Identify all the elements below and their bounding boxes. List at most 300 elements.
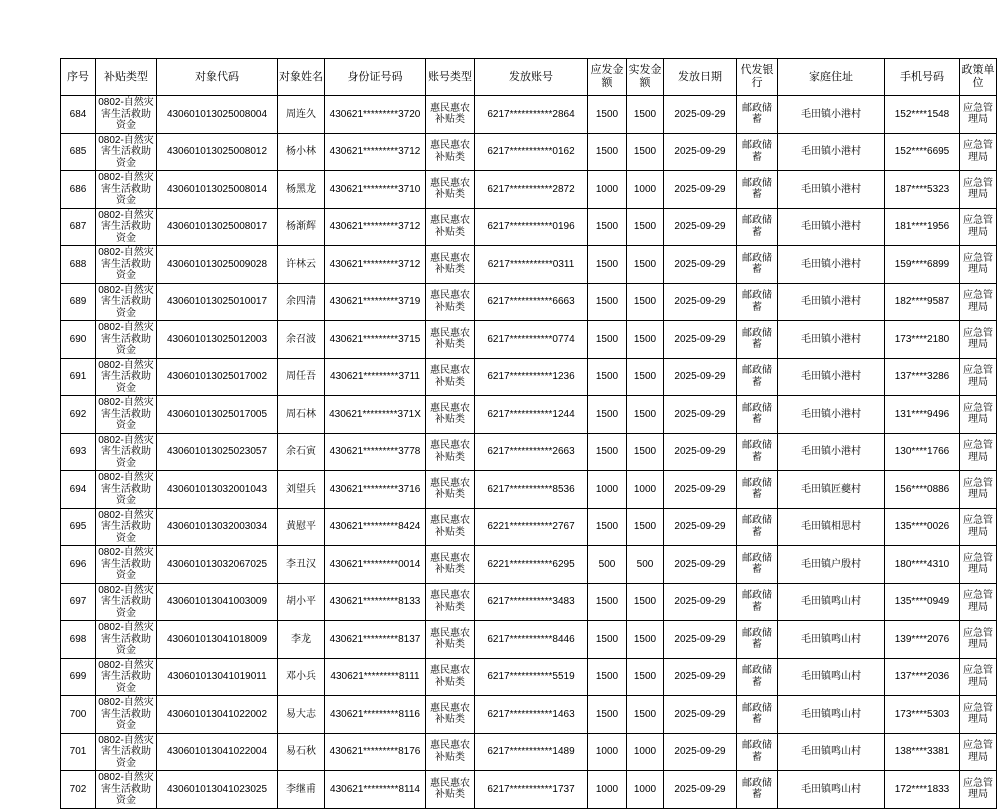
cell-should: 1500 <box>588 246 627 284</box>
cell-bank: 邮政储蓄 <box>737 433 778 471</box>
cell-unit: 应急管理局 <box>960 321 997 359</box>
cell-code: 430601013025010017 <box>157 283 278 321</box>
cell-name: 许林云 <box>278 246 325 284</box>
cell-name: 黄慰平 <box>278 508 325 546</box>
cell-addr: 毛田镇小港村 <box>778 358 885 396</box>
cell-name: 易石秋 <box>278 733 325 771</box>
cell-idno: 430621*********3712 <box>325 208 426 246</box>
cell-name: 邓小兵 <box>278 658 325 696</box>
table-row <box>61 171 997 209</box>
cell-acctype: 惠民惠农补贴类 <box>426 133 475 171</box>
cell-code: 430601013025008014 <box>157 171 278 209</box>
cell-addr: 毛田镇小港村 <box>778 283 885 321</box>
cell-idno: 430621*********8424 <box>325 508 426 546</box>
cell-type: 0802-自然灾害生活救助资金 <box>96 433 157 471</box>
cell-phone: 159****6899 <box>885 246 960 284</box>
cell-acct: 6217***********0311 <box>475 246 588 284</box>
cell-actual: 1500 <box>627 96 664 134</box>
table-row <box>61 321 997 359</box>
cell-acct: 6217***********8446 <box>475 621 588 659</box>
cell-seq: 701 <box>61 733 96 771</box>
cell-acctype: 惠民惠农补贴类 <box>426 321 475 359</box>
cell-bank: 邮政储蓄 <box>737 133 778 171</box>
column-header-bank: 代发银行 <box>737 59 778 96</box>
column-header-should: 应发金额 <box>588 59 627 96</box>
table-row <box>61 133 997 171</box>
column-header-type: 补贴类型 <box>96 59 157 96</box>
cell-acct: 6217***********6663 <box>475 283 588 321</box>
cell-addr: 毛田镇鸣山村 <box>778 696 885 734</box>
cell-unit: 应急管理局 <box>960 283 997 321</box>
table-row <box>61 433 997 471</box>
column-header-phone: 手机号码 <box>885 59 960 96</box>
cell-actual: 1500 <box>627 696 664 734</box>
cell-addr: 毛田镇鸣山村 <box>778 771 885 809</box>
cell-phone: 156****0886 <box>885 471 960 509</box>
cell-should: 1500 <box>588 208 627 246</box>
cell-should: 1500 <box>588 433 627 471</box>
cell-actual: 1500 <box>627 508 664 546</box>
cell-acct: 6217***********1463 <box>475 696 588 734</box>
cell-bank: 邮政储蓄 <box>737 208 778 246</box>
cell-type: 0802-自然灾害生活救助资金 <box>96 208 157 246</box>
cell-should: 1500 <box>588 283 627 321</box>
cell-addr: 毛田镇匠夔村 <box>778 471 885 509</box>
cell-should: 1500 <box>588 133 627 171</box>
cell-bank: 邮政储蓄 <box>737 508 778 546</box>
cell-actual: 1000 <box>627 771 664 809</box>
cell-bank: 邮政储蓄 <box>737 658 778 696</box>
cell-idno: 430621*********8137 <box>325 621 426 659</box>
cell-date: 2025-09-29 <box>664 583 737 621</box>
column-header-addr: 家庭住址 <box>778 59 885 96</box>
cell-actual: 1500 <box>627 246 664 284</box>
cell-should: 1500 <box>588 658 627 696</box>
cell-date: 2025-09-29 <box>664 321 737 359</box>
cell-acct: 6217***********2872 <box>475 171 588 209</box>
cell-date: 2025-09-29 <box>664 696 737 734</box>
cell-idno: 430621*********3710 <box>325 171 426 209</box>
cell-phone: 137****2036 <box>885 658 960 696</box>
cell-type: 0802-自然灾害生活救助资金 <box>96 133 157 171</box>
cell-code: 430601013041023025 <box>157 771 278 809</box>
cell-acct: 6217***********8536 <box>475 471 588 509</box>
table-row <box>61 283 997 321</box>
cell-phone: 152****6695 <box>885 133 960 171</box>
cell-unit: 应急管理局 <box>960 246 997 284</box>
table-row <box>61 208 997 246</box>
cell-idno: 430621*********3720 <box>325 96 426 134</box>
cell-bank: 邮政储蓄 <box>737 471 778 509</box>
cell-date: 2025-09-29 <box>664 471 737 509</box>
cell-acctype: 惠民惠农补贴类 <box>426 621 475 659</box>
cell-unit: 应急管理局 <box>960 396 997 434</box>
cell-phone: 137****3286 <box>885 358 960 396</box>
cell-type: 0802-自然灾害生活救助资金 <box>96 696 157 734</box>
cell-acctype: 惠民惠农补贴类 <box>426 246 475 284</box>
column-header-acctype: 账号类型 <box>426 59 475 96</box>
cell-acctype: 惠民惠农补贴类 <box>426 208 475 246</box>
cell-type: 0802-自然灾害生活救助资金 <box>96 471 157 509</box>
cell-unit: 应急管理局 <box>960 733 997 771</box>
cell-unit: 应急管理局 <box>960 433 997 471</box>
cell-phone: 139****2076 <box>885 621 960 659</box>
cell-code: 430601013025008012 <box>157 133 278 171</box>
cell-name: 刘望兵 <box>278 471 325 509</box>
cell-bank: 邮政储蓄 <box>737 283 778 321</box>
cell-code: 430601013041022002 <box>157 696 278 734</box>
cell-acctype: 惠民惠农补贴类 <box>426 171 475 209</box>
cell-name: 余石寅 <box>278 433 325 471</box>
cell-bank: 邮政储蓄 <box>737 546 778 584</box>
cell-bank: 邮政储蓄 <box>737 621 778 659</box>
table-header-row <box>61 59 997 96</box>
cell-should: 1000 <box>588 471 627 509</box>
cell-should: 1500 <box>588 321 627 359</box>
cell-should: 1000 <box>588 733 627 771</box>
cell-addr: 毛田镇小港村 <box>778 133 885 171</box>
cell-type: 0802-自然灾害生活救助资金 <box>96 396 157 434</box>
cell-phone: 173****5303 <box>885 696 960 734</box>
cell-bank: 邮政储蓄 <box>737 733 778 771</box>
cell-actual: 1500 <box>627 583 664 621</box>
cell-bank: 邮政储蓄 <box>737 358 778 396</box>
cell-seq: 693 <box>61 433 96 471</box>
column-header-actual: 实发金额 <box>627 59 664 96</box>
cell-idno: 430621*********3712 <box>325 133 426 171</box>
cell-name: 杨渐辉 <box>278 208 325 246</box>
cell-actual: 1000 <box>627 171 664 209</box>
cell-addr: 毛田镇户殷村 <box>778 546 885 584</box>
column-header-acct: 发放账号 <box>475 59 588 96</box>
cell-bank: 邮政储蓄 <box>737 246 778 284</box>
column-header-code: 对象代码 <box>157 59 278 96</box>
cell-date: 2025-09-29 <box>664 358 737 396</box>
cell-addr: 毛田镇小港村 <box>778 396 885 434</box>
cell-acct: 6217***********5519 <box>475 658 588 696</box>
cell-acctype: 惠民惠农补贴类 <box>426 696 475 734</box>
cell-type: 0802-自然灾害生活救助资金 <box>96 283 157 321</box>
cell-seq: 685 <box>61 133 96 171</box>
cell-unit: 应急管理局 <box>960 471 997 509</box>
cell-code: 430601013025012003 <box>157 321 278 359</box>
table-row <box>61 771 997 809</box>
cell-actual: 1500 <box>627 133 664 171</box>
cell-unit: 应急管理局 <box>960 546 997 584</box>
cell-addr: 毛田镇鸣山村 <box>778 583 885 621</box>
cell-code: 430601013041018009 <box>157 621 278 659</box>
cell-unit: 应急管理局 <box>960 133 997 171</box>
cell-acctype: 惠民惠农补贴类 <box>426 583 475 621</box>
cell-code: 430601013025008004 <box>157 96 278 134</box>
cell-code: 430601013025023057 <box>157 433 278 471</box>
cell-type: 0802-自然灾害生活救助资金 <box>96 771 157 809</box>
cell-unit: 应急管理局 <box>960 208 997 246</box>
cell-acct: 6217***********2663 <box>475 433 588 471</box>
cell-unit: 应急管理局 <box>960 96 997 134</box>
cell-date: 2025-09-29 <box>664 246 737 284</box>
column-header-seq: 序号 <box>61 59 96 96</box>
cell-seq: 700 <box>61 696 96 734</box>
cell-phone: 152****1548 <box>885 96 960 134</box>
cell-seq: 689 <box>61 283 96 321</box>
cell-seq: 691 <box>61 358 96 396</box>
cell-type: 0802-自然灾害生活救助资金 <box>96 658 157 696</box>
cell-acctype: 惠民惠农补贴类 <box>426 658 475 696</box>
cell-acct: 6217***********1236 <box>475 358 588 396</box>
cell-phone: 173****2180 <box>885 321 960 359</box>
cell-idno: 430621*********8176 <box>325 733 426 771</box>
cell-phone: 181****1956 <box>885 208 960 246</box>
cell-name: 余四清 <box>278 283 325 321</box>
subsidy-disbursement-table <box>60 58 997 809</box>
cell-idno: 430621*********8133 <box>325 583 426 621</box>
table-row <box>61 583 997 621</box>
cell-code: 430601013025017005 <box>157 396 278 434</box>
column-header-unit: 政策单位 <box>960 59 997 96</box>
cell-type: 0802-自然灾害生活救助资金 <box>96 583 157 621</box>
cell-idno: 430621*********371X <box>325 396 426 434</box>
cell-actual: 1500 <box>627 208 664 246</box>
cell-should: 1000 <box>588 171 627 209</box>
cell-idno: 430621*********3719 <box>325 283 426 321</box>
cell-seq: 684 <box>61 96 96 134</box>
cell-type: 0802-自然灾害生活救助资金 <box>96 321 157 359</box>
cell-should: 1500 <box>588 508 627 546</box>
cell-acct: 6221***********2767 <box>475 508 588 546</box>
cell-addr: 毛田镇鸣山村 <box>778 733 885 771</box>
cell-name: 胡小平 <box>278 583 325 621</box>
cell-seq: 695 <box>61 508 96 546</box>
cell-type: 0802-自然灾害生活救助资金 <box>96 171 157 209</box>
cell-name: 周任吾 <box>278 358 325 396</box>
cell-acctype: 惠民惠农补贴类 <box>426 471 475 509</box>
cell-addr: 毛田镇鸣山村 <box>778 621 885 659</box>
table-row <box>61 96 997 134</box>
cell-date: 2025-09-29 <box>664 433 737 471</box>
cell-acct: 6217***********1489 <box>475 733 588 771</box>
cell-seq: 688 <box>61 246 96 284</box>
cell-phone: 180****4310 <box>885 546 960 584</box>
table-row <box>61 733 997 771</box>
table-row <box>61 546 997 584</box>
table-row <box>61 658 997 696</box>
cell-actual: 1500 <box>627 658 664 696</box>
cell-idno: 430621*********3716 <box>325 471 426 509</box>
cell-date: 2025-09-29 <box>664 96 737 134</box>
cell-acctype: 惠民惠农补贴类 <box>426 733 475 771</box>
table-row <box>61 471 997 509</box>
cell-actual: 1500 <box>627 433 664 471</box>
cell-seq: 692 <box>61 396 96 434</box>
cell-code: 430601013025008017 <box>157 208 278 246</box>
cell-idno: 430621*********8114 <box>325 771 426 809</box>
cell-should: 1000 <box>588 771 627 809</box>
cell-acct: 6217***********1244 <box>475 396 588 434</box>
cell-unit: 应急管理局 <box>960 621 997 659</box>
cell-actual: 500 <box>627 546 664 584</box>
cell-seq: 690 <box>61 321 96 359</box>
cell-acctype: 惠民惠农补贴类 <box>426 433 475 471</box>
cell-seq: 702 <box>61 771 96 809</box>
cell-idno: 430621*********3711 <box>325 358 426 396</box>
cell-type: 0802-自然灾害生活救助资金 <box>96 621 157 659</box>
cell-addr: 毛田镇小港村 <box>778 321 885 359</box>
cell-acct: 6217***********0162 <box>475 133 588 171</box>
cell-addr: 毛田镇相思村 <box>778 508 885 546</box>
cell-seq: 699 <box>61 658 96 696</box>
cell-addr: 毛田镇小港村 <box>778 171 885 209</box>
cell-acctype: 惠民惠农补贴类 <box>426 546 475 584</box>
cell-bank: 邮政储蓄 <box>737 171 778 209</box>
cell-phone: 131****9496 <box>885 396 960 434</box>
cell-code: 430601013041019011 <box>157 658 278 696</box>
cell-date: 2025-09-29 <box>664 171 737 209</box>
cell-idno: 430621*********8116 <box>325 696 426 734</box>
cell-date: 2025-09-29 <box>664 208 737 246</box>
cell-unit: 应急管理局 <box>960 771 997 809</box>
cell-phone: 130****1766 <box>885 433 960 471</box>
cell-date: 2025-09-29 <box>664 771 737 809</box>
cell-date: 2025-09-29 <box>664 133 737 171</box>
cell-code: 430601013025009028 <box>157 246 278 284</box>
cell-unit: 应急管理局 <box>960 171 997 209</box>
cell-idno: 430621*********0014 <box>325 546 426 584</box>
cell-idno: 430621*********3712 <box>325 246 426 284</box>
cell-actual: 1000 <box>627 733 664 771</box>
table-row <box>61 696 997 734</box>
table-row <box>61 358 997 396</box>
cell-bank: 邮政储蓄 <box>737 696 778 734</box>
cell-phone: 135****0949 <box>885 583 960 621</box>
cell-code: 430601013032003034 <box>157 508 278 546</box>
cell-seq: 696 <box>61 546 96 584</box>
cell-addr: 毛田镇小港村 <box>778 208 885 246</box>
cell-phone: 135****0026 <box>885 508 960 546</box>
cell-name: 周石林 <box>278 396 325 434</box>
table-row <box>61 246 997 284</box>
cell-actual: 1500 <box>627 396 664 434</box>
cell-acct: 6217***********1737 <box>475 771 588 809</box>
cell-type: 0802-自然灾害生活救助资金 <box>96 246 157 284</box>
table-row <box>61 396 997 434</box>
cell-bank: 邮政储蓄 <box>737 583 778 621</box>
cell-phone: 187****5323 <box>885 171 960 209</box>
cell-seq: 687 <box>61 208 96 246</box>
cell-acctype: 惠民惠农补贴类 <box>426 396 475 434</box>
cell-actual: 1500 <box>627 283 664 321</box>
cell-unit: 应急管理局 <box>960 358 997 396</box>
cell-date: 2025-09-29 <box>664 621 737 659</box>
cell-type: 0802-自然灾害生活救助资金 <box>96 358 157 396</box>
cell-code: 430601013032067025 <box>157 546 278 584</box>
cell-idno: 430621*********8111 <box>325 658 426 696</box>
cell-code: 430601013032001043 <box>157 471 278 509</box>
cell-unit: 应急管理局 <box>960 658 997 696</box>
cell-type: 0802-自然灾害生活救助资金 <box>96 546 157 584</box>
cell-should: 1500 <box>588 696 627 734</box>
cell-acct: 6217***********0774 <box>475 321 588 359</box>
cell-acct: 6217***********0196 <box>475 208 588 246</box>
cell-bank: 邮政储蓄 <box>737 321 778 359</box>
cell-actual: 1000 <box>627 471 664 509</box>
cell-date: 2025-09-29 <box>664 733 737 771</box>
cell-unit: 应急管理局 <box>960 583 997 621</box>
column-header-date: 发放日期 <box>664 59 737 96</box>
column-header-name: 对象姓名 <box>278 59 325 96</box>
cell-idno: 430621*********3778 <box>325 433 426 471</box>
cell-seq: 694 <box>61 471 96 509</box>
table-row <box>61 508 997 546</box>
cell-date: 2025-09-29 <box>664 396 737 434</box>
cell-bank: 邮政储蓄 <box>737 396 778 434</box>
cell-code: 430601013041003009 <box>157 583 278 621</box>
cell-name: 李继甫 <box>278 771 325 809</box>
cell-acctype: 惠民惠农补贴类 <box>426 358 475 396</box>
cell-should: 1500 <box>588 396 627 434</box>
cell-should: 1500 <box>588 621 627 659</box>
cell-addr: 毛田镇鸣山村 <box>778 658 885 696</box>
cell-code: 430601013025017002 <box>157 358 278 396</box>
cell-name: 余召波 <box>278 321 325 359</box>
column-header-idno: 身份证号码 <box>325 59 426 96</box>
cell-code: 430601013041022004 <box>157 733 278 771</box>
table-header <box>61 59 997 96</box>
cell-should: 1500 <box>588 96 627 134</box>
cell-seq: 697 <box>61 583 96 621</box>
cell-seq: 686 <box>61 171 96 209</box>
cell-addr: 毛田镇小港村 <box>778 246 885 284</box>
cell-type: 0802-自然灾害生活救助资金 <box>96 733 157 771</box>
cell-actual: 1500 <box>627 321 664 359</box>
cell-acctype: 惠民惠农补贴类 <box>426 96 475 134</box>
cell-acct: 6217***********2864 <box>475 96 588 134</box>
cell-phone: 138****3381 <box>885 733 960 771</box>
cell-acctype: 惠民惠农补贴类 <box>426 508 475 546</box>
cell-name: 杨黑龙 <box>278 171 325 209</box>
cell-name: 易大志 <box>278 696 325 734</box>
cell-name: 周连久 <box>278 96 325 134</box>
cell-phone: 172****1833 <box>885 771 960 809</box>
cell-date: 2025-09-29 <box>664 283 737 321</box>
cell-date: 2025-09-29 <box>664 658 737 696</box>
cell-actual: 1500 <box>627 358 664 396</box>
cell-name: 李丑汉 <box>278 546 325 584</box>
cell-unit: 应急管理局 <box>960 696 997 734</box>
cell-type: 0802-自然灾害生活救助资金 <box>96 508 157 546</box>
cell-addr: 毛田镇小港村 <box>778 433 885 471</box>
cell-bank: 邮政储蓄 <box>737 96 778 134</box>
cell-addr: 毛田镇小港村 <box>778 96 885 134</box>
cell-should: 500 <box>588 546 627 584</box>
table-body <box>61 96 997 809</box>
cell-idno: 430621*********3715 <box>325 321 426 359</box>
cell-unit: 应急管理局 <box>960 508 997 546</box>
table-row <box>61 621 997 659</box>
cell-acctype: 惠民惠农补贴类 <box>426 771 475 809</box>
cell-should: 1500 <box>588 583 627 621</box>
cell-name: 李龙 <box>278 621 325 659</box>
cell-acctype: 惠民惠农补贴类 <box>426 283 475 321</box>
cell-should: 1500 <box>588 358 627 396</box>
cell-type: 0802-自然灾害生活救助资金 <box>96 96 157 134</box>
cell-acct: 6221***********6295 <box>475 546 588 584</box>
cell-name: 杨小林 <box>278 133 325 171</box>
cell-seq: 698 <box>61 621 96 659</box>
cell-phone: 182****9587 <box>885 283 960 321</box>
cell-acct: 6217***********3483 <box>475 583 588 621</box>
cell-date: 2025-09-29 <box>664 508 737 546</box>
